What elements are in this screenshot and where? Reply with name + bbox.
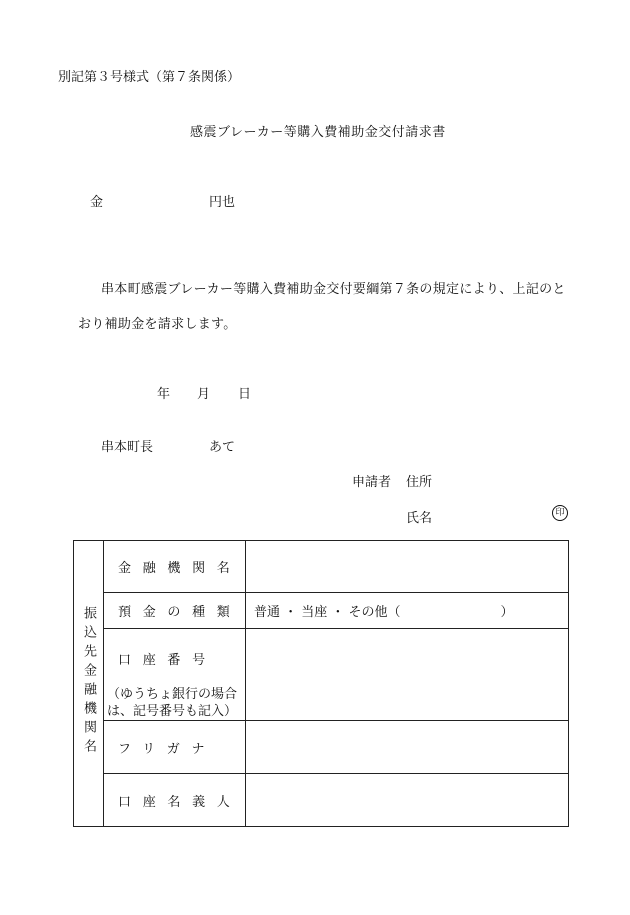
form-number: 別記第３号様式（第７条関係） xyxy=(58,70,241,85)
addressee-suffix: あて xyxy=(209,440,236,455)
furigana-label: フリガナ xyxy=(118,741,217,757)
bank-transfer-table xyxy=(73,540,569,827)
deposit-type-label-cell xyxy=(104,593,246,629)
date-day-label: 日 xyxy=(238,387,252,402)
body-text-line1: 串本町感震ブレーカー等購入費補助金交付要綱第７条の規定により、上記のと xyxy=(101,282,566,297)
table-row xyxy=(74,629,569,721)
addressee-name: 串本町長 xyxy=(101,440,154,455)
holder-label-cell xyxy=(104,774,246,827)
institution-input-cell[interactable] xyxy=(246,541,569,593)
name-label: 氏名 xyxy=(406,511,433,526)
applicant-label: 申請者 xyxy=(352,475,392,490)
furigana-input-cell[interactable] xyxy=(246,721,569,774)
address-label: 住所 xyxy=(406,475,433,490)
holder-input-cell[interactable] xyxy=(246,774,569,827)
table-row xyxy=(74,593,569,629)
seal-icon: 印 xyxy=(552,505,568,521)
section-header-label: 振込先金融機関名 xyxy=(81,605,96,758)
account-number-label-cell xyxy=(104,629,246,721)
deposit-type-options: 普通 ・ 当座 ・ その他（ xyxy=(254,605,401,620)
institution-label-cell xyxy=(104,541,246,593)
account-number-label: 口座番号 xyxy=(118,653,217,668)
table-row xyxy=(74,774,569,827)
date-month-label: 月 xyxy=(197,387,211,402)
deposit-type-label: 預金の種類 xyxy=(118,605,242,620)
account-number-note: （ゆうちょ銀行の場合は、記号番号も記入） xyxy=(107,687,238,719)
body-text-line2: おり補助金を請求します。 xyxy=(78,317,237,332)
deposit-type-options-cell[interactable] xyxy=(246,593,569,629)
holder-label: 口座名義人 xyxy=(118,794,242,810)
date-year-label: 年 xyxy=(157,387,171,402)
table-row xyxy=(74,541,569,593)
section-header-cell xyxy=(74,541,104,827)
document-title: 感震ブレーカー等購入費補助金交付請求書 xyxy=(190,125,446,140)
amount-suffix: 円也 xyxy=(209,195,236,210)
furigana-label-cell xyxy=(104,721,246,774)
table-row xyxy=(74,721,569,774)
deposit-type-close: ） xyxy=(500,605,514,620)
account-number-input-cell[interactable] xyxy=(246,629,569,721)
institution-label: 金融機関名 xyxy=(118,561,242,576)
amount-prefix: 金 xyxy=(90,195,104,210)
